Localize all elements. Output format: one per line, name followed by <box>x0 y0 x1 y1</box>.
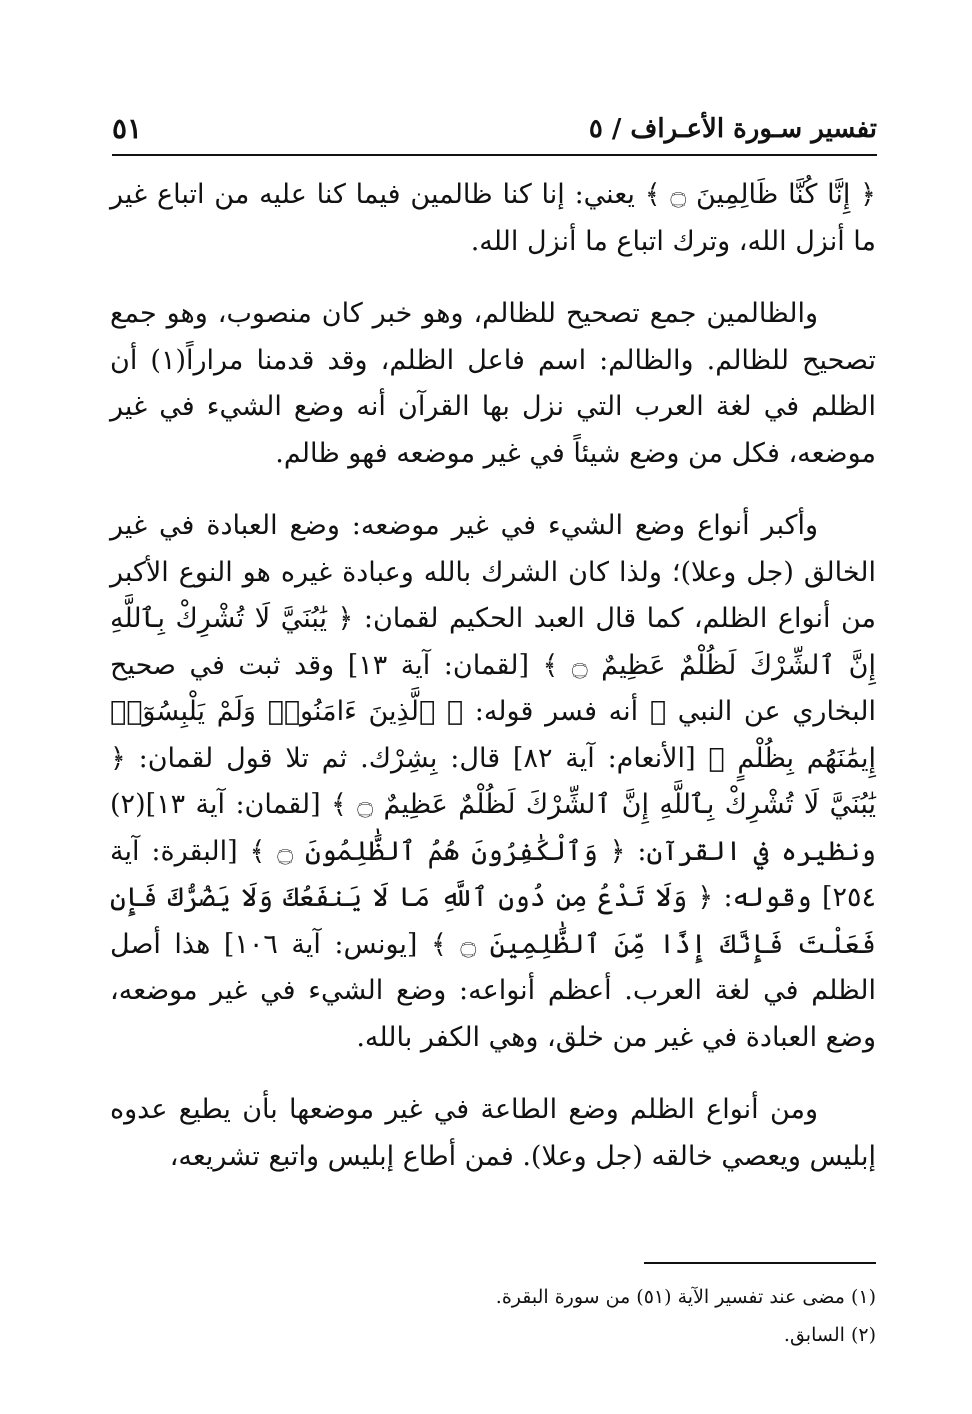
paragraph-1: ﴿ إِنَّا كُنَّا ظَالِمِينَ ۝ ﴾ يعني: إنا كنا ظالمين فيما كنا عليه من اتباع غير ما أنزل الله، وترك اتباع ما أنزل الله. <box>110 179 876 257</box>
footnote-1: (١) مضى عند تفسير الآية (٥١) من سورة البقرة. <box>495 1286 876 1308</box>
running-title: تفسير سـورة الأعـراف / ٥ <box>588 114 877 144</box>
page-header <box>112 108 877 156</box>
paragraph-2: والظالمين جمع تصحيح للظالم، وهو خبر كان منصوب، وهو جمع تصحيح للظالم. والظالم: اسم فاعل الظلم، وقد قدمنا مراراً(١) أن الظلم في لغة العرب التي نزل بها القرآن أنه وضع الشيء في غير موضعه، فكل من وضع شيئاً في غير موضعه فهو ظالم. <box>110 298 876 469</box>
page-number: ٥١ <box>112 112 143 145</box>
footnote-divider <box>644 1262 876 1264</box>
footnote-2: (٢) السابق. <box>783 1324 876 1346</box>
footnotes <box>176 1278 876 1354</box>
main-text <box>110 172 876 1180</box>
paragraph-3: وأكبر أنواع وضع الشيء في غير موضعه: وضع العبادة في غير الخالق (جل وعلا)؛ ولذا كان الشرك بالله وعبادة غيره هو النوع الأكبر من أنواع الظلم، كما قال العبد الحكيم لقمان: ﴿ يَٰبُنَيَّ لَا تُشْرِكْ بِٱللَّهِ إِنَّ ٱلشِّرْكَ لَظُلْمٌ عَظِيمٌ ۝ ﴾ [لقمان: آية ١٣] وقد ثبت في صحيح البخاري عن النبي ﷺ أنه فسر قوله: ﴿ ٱلَّذِينَ ءَامَنُوا۟ وَلَمْ يَلْبِسُوٓا۟ إِيمَٰنَهُم بِظُلْمٍ ﴾ [الأنعام: آية ٨٢] قال: بِشِرْك. ثم تلا قول لقمان: ﴿ يَٰبُنَيَّ لَا تُشْرِكْ بِٱللَّهِ إِنَّ ٱلشِّرْكَ لَظُلْمٌ عَظِيمٌ ۝ ﴾ [لقمان: آية ١٣](٢) ونظيره في القرآن: ﴿ وَٱلْكَٰفِرُونَ هُمُ ٱلظَّٰلِمُونَ ۝ ﴾ [البقرة: آية ٢٥٤] وقوله: ﴿ وَلَا تَدْعُ مِن دُونِ ٱللَّهِ مَا لَا يَنفَعُكَ وَلَا يَضُرُّكَ فَإِن فَعَلْتَ فَإِنَّكَ إِذًا مِّنَ ٱلظَّٰلِمِينَ ۝ ﴾ [يونس: آية ١٠٦] هذا أصل الظلم في لغة العرب. أعظم أنواعه: وضع الشيء في غير موضعه، وضع العبادة في غير من خلق، وهي الكفر بالله. <box>110 510 877 1053</box>
paragraph-4: ومن أنواع الظلم وضع الطاعة في غير موضعها بأن يطيع عدوه إبليس ويعصي خالقه (جل وعلا). فمن أطاع إبليس واتبع تشريعه، <box>110 1094 876 1172</box>
